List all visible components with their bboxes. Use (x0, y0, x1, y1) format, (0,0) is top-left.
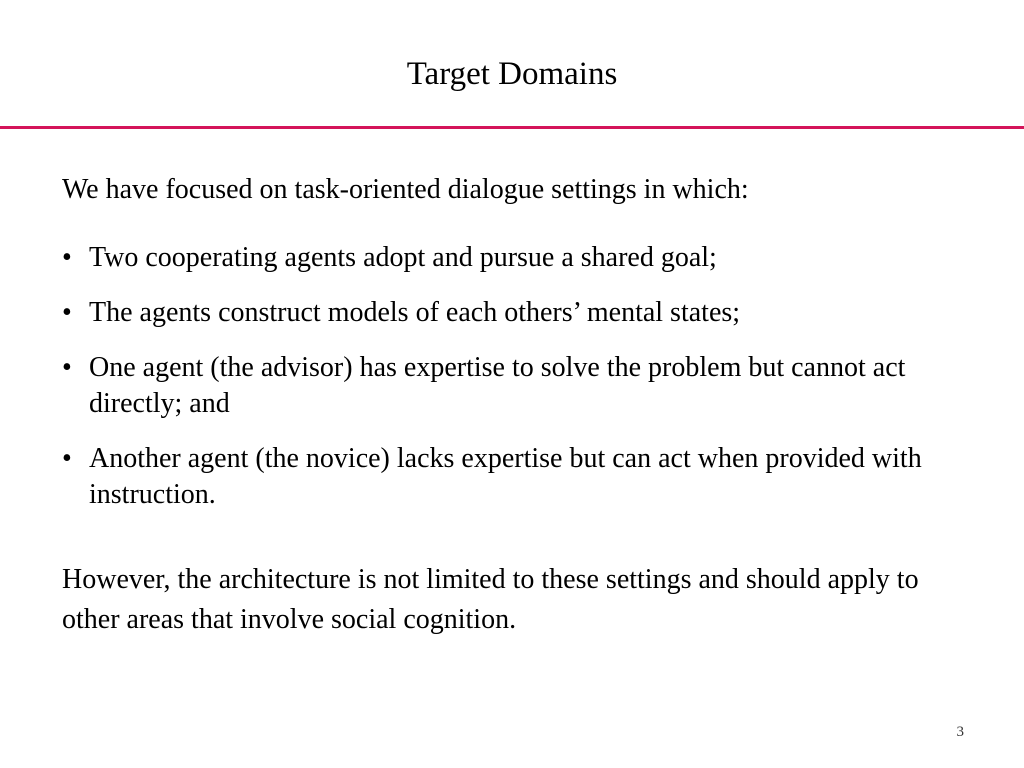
list-item (62, 240, 942, 276)
bullet-icon: • (62, 443, 72, 474)
intro-text: We have focused on task-oriented dialogue settings in which: (62, 174, 749, 205)
bullet-list (62, 240, 942, 532)
list-item (62, 350, 942, 422)
list-item (62, 441, 942, 513)
title-divider (0, 126, 1024, 129)
list-item (62, 295, 942, 331)
bullet-icon: • (62, 297, 72, 328)
slide-title: Target Domains (406, 56, 618, 92)
closing-text: However, the architecture is not limited to these settings and should apply to other areas that involve social cognition. (62, 564, 919, 635)
bullet-text: Two cooperating agents adopt and pursue a shared goal; (89, 242, 717, 273)
bullet-text: One agent (the advisor) has expertise to solve the problem but cannot act directly; and (89, 352, 906, 419)
bullet-icon: • (62, 352, 72, 383)
bullet-text: Another agent (the novice) lacks expertise but can act when provided with instruction. (89, 443, 922, 510)
bullet-icon: • (62, 242, 72, 273)
bullet-text: The agents construct models of each others’ mental states; (89, 297, 741, 328)
page-number: 3 (956, 724, 964, 740)
